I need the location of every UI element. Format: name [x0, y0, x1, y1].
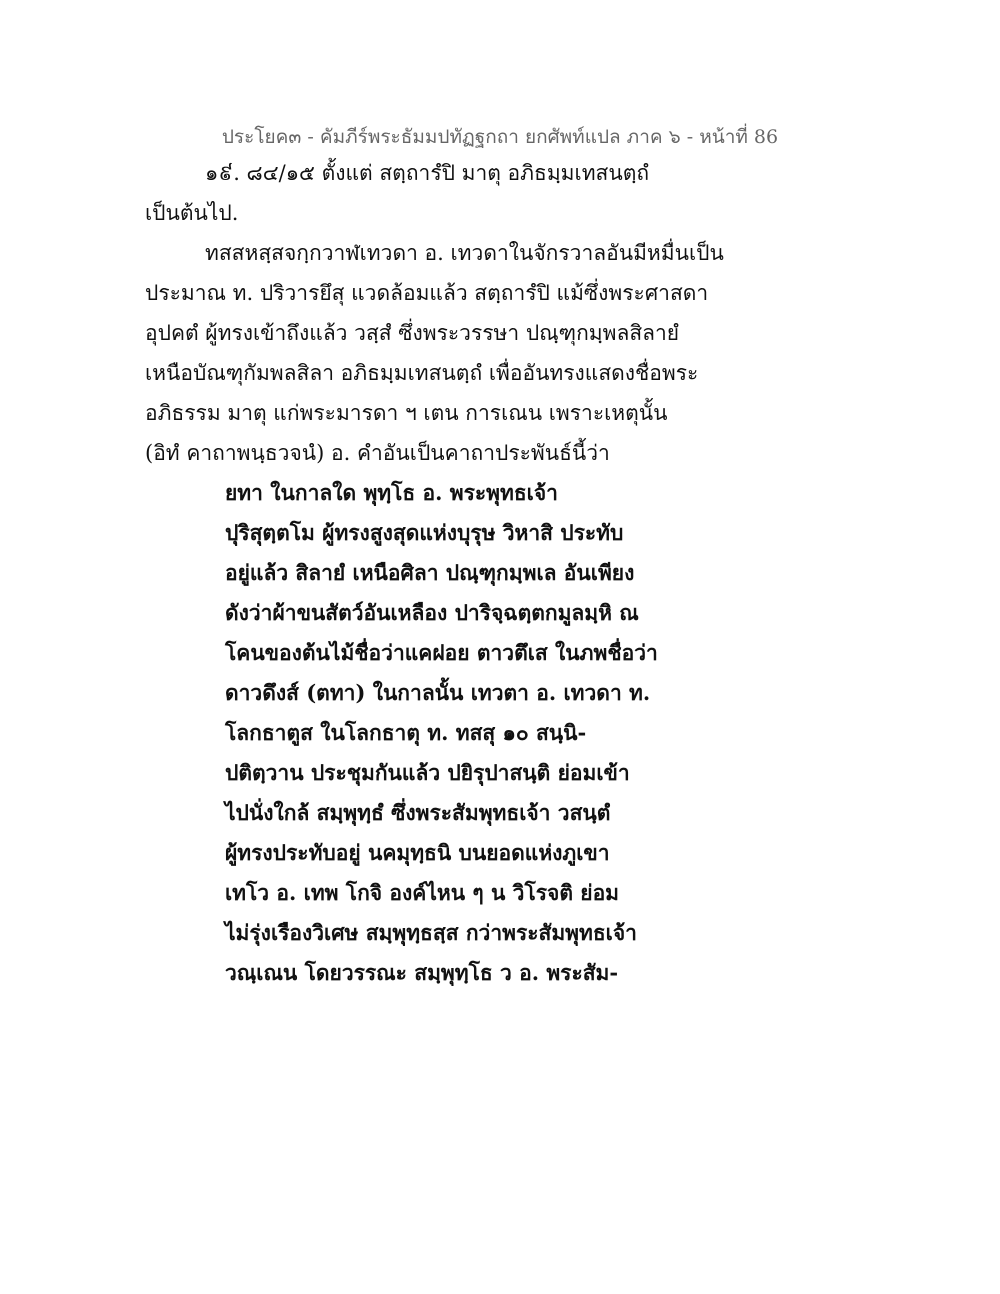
- paragraph-line: (อิทํ คาถาพนฺธวจนํ) อ. คำอันเป็นคาถาประพันธ์นี้ว่า: [145, 441, 610, 465]
- verse-line: ดังว่าผ้าขนสัตว์อันเหลือง ปาริจฺฉตฺตกมูลมฺหิ ณ: [225, 600, 639, 625]
- paragraph-line: อุปคตํ ผู้ทรงเข้าถึงแล้ว วสฺสํ ซึ่งพระวรรษา ปณฺฑุกมฺพลสิลายํ: [145, 321, 680, 345]
- verse-line: ไปนั่งใกล้ สมฺพุทฺธํ ซึ่งพระสัมพุทธเจ้า วสนฺตํ: [225, 800, 611, 825]
- verse-line: เทโว อ. เทพ โกจิ องค์ไหน ๆ น วิโรจติ ย่อม: [225, 880, 620, 905]
- verse-line: ปติตฺวาน ประชุมกันแล้ว ปยิรุปาสนฺติ ย่อมเข้า: [225, 760, 630, 785]
- paragraph-line: ทสสหสฺสจกฺกวาฬเทวดา อ. เทวดาในจักรวาลอันมีหมื่นเป็น: [205, 241, 724, 265]
- paragraph-line: อภิธรรม มาตุ แก่พระมารดา ฯ เตน การเณน เพราะเหตุนั้น: [145, 401, 668, 425]
- verse-line: ปุริสุตฺตโม ผู้ทรงสูงสุดแห่งบุรุษ วิหาสิ ประทับ: [225, 520, 624, 545]
- verse-line: โคนของต้นไม้ชื่อว่าแคฝอย ตาวตึเส ในภพชื่อว่า: [225, 640, 658, 665]
- paragraph-line: ๑៩. ๘๔/๑๕ ตั้งแต่ สตฺถารํปิ มาตุ อภิธมฺมเทสนตฺถํ: [205, 161, 650, 185]
- paragraph-line: เป็นต้นไป.: [145, 201, 239, 225]
- verse-line: โลกธาตูส ในโลกธาตุ ท. ทสสุ ๑๐ สนฺนิ-: [225, 720, 587, 745]
- verse-line: อยู่แล้ว สิลายํ เหนือศิลา ปณฺฑุกมฺพเล อันเพียง: [225, 560, 635, 585]
- verse-line: วณฺเณน โดยวรรณะ สมฺพุทฺโธ ว อ. พระสัม-: [225, 960, 619, 985]
- paragraph-line: เหนือบัณฑุกัมพลสิลา อภิธมฺมเทสนตฺถํ เพื่ออันทรงแสดงชื่อพระ: [145, 361, 699, 385]
- running-header: ประโยค๓ - คัมภีร์พระธัมมปทัฏฐกถา ยกศัพท์แปล ภาค ๖ - หน้าที่ 86: [221, 126, 779, 148]
- verse-line: ยทา ในกาลใด พุทฺโธ อ. พระพุทธเจ้า: [225, 480, 558, 505]
- verse-line: ผู้ทรงประทับอยู่ นคมุทฺธนิ บนยอดแห่งภูเขา: [225, 840, 610, 865]
- paragraph-line: ประมาณ ท. ปริวารยึสุ แวดล้อมแล้ว สตฺถารํปิ แม้ซึ่งพระศาสดา: [145, 281, 709, 305]
- verse-line: ดาวดึงส์ (ตทา) ในกาลนั้น เทวตา อ. เทวดา ท.: [225, 680, 651, 705]
- verse-line: ไม่รุ่งเรืองวิเศษ สมฺพุทฺธสฺส กว่าพระสัมพุทธเจ้า: [225, 920, 637, 945]
